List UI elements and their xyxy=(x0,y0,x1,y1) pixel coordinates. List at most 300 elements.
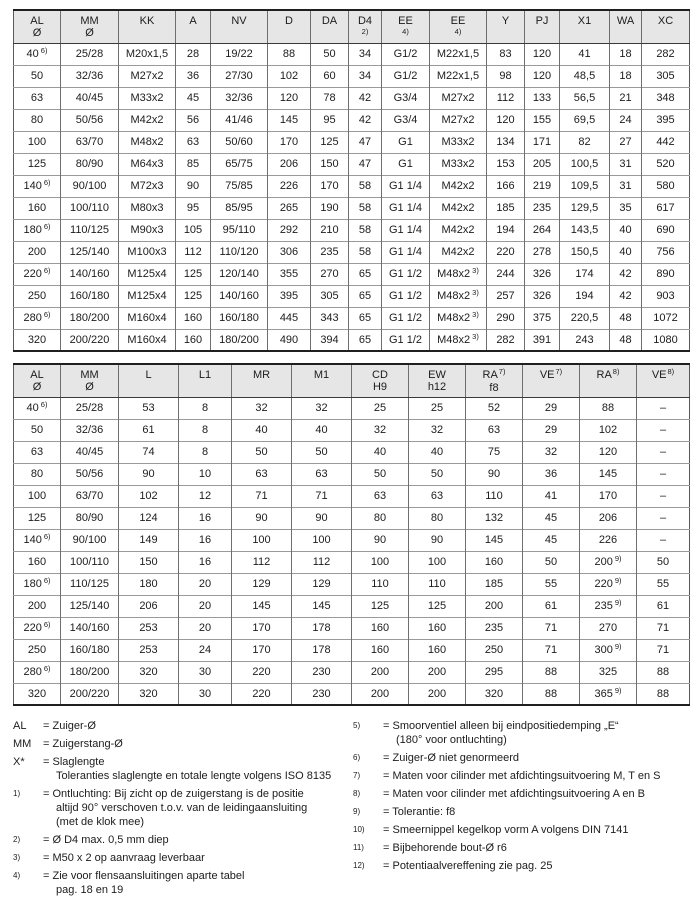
table-cell: 63 xyxy=(466,419,523,441)
table-cell: 305 xyxy=(311,285,349,307)
legend-line: (180° voor ontluchting) xyxy=(396,734,507,746)
table-cell: 125 xyxy=(14,153,61,175)
table-cell: M27x2 xyxy=(430,87,487,109)
table-cell: 42 xyxy=(349,87,382,109)
table-cell: 160 xyxy=(409,617,466,639)
table-cell: 24 xyxy=(179,639,232,661)
table-cell: 80 xyxy=(352,507,409,529)
legend-definition xyxy=(43,833,353,847)
table-cell: 50/60 xyxy=(211,131,268,153)
table-cell: 90 xyxy=(292,507,352,529)
table-cell: 100 xyxy=(292,529,352,551)
table-cell: 88 xyxy=(637,683,690,705)
legend-line: = Slaglengte xyxy=(43,756,105,768)
table-cell: 160/180 xyxy=(61,285,119,307)
legend-line: = Potentiaalvereffening zie pag. 25 xyxy=(383,860,553,872)
column-header-subline: 4) xyxy=(402,27,409,36)
table-cell: 55 xyxy=(637,573,690,595)
table-cell: 235 xyxy=(466,617,523,639)
table-cell: M22x1,5 xyxy=(430,65,487,87)
legend-item xyxy=(13,719,353,733)
column-header: L1 xyxy=(179,364,232,397)
table-cell: 36 xyxy=(176,65,211,87)
table-cell: M33x2 xyxy=(430,131,487,153)
table-cell: M27x2 xyxy=(119,65,176,87)
column-header: X1 xyxy=(560,10,610,43)
table-cell: 110 xyxy=(466,485,523,507)
table-cell: 29 xyxy=(523,397,580,419)
table-cell: 250 xyxy=(466,639,523,661)
table-cell: – xyxy=(637,463,690,485)
table-cell: M125x4 xyxy=(119,285,176,307)
table-cell: 83 xyxy=(487,43,525,65)
table-cell: 71 xyxy=(232,485,292,507)
table-cell: 325 xyxy=(580,661,637,683)
table-cell: 264 xyxy=(525,219,560,241)
table-cell: 48 xyxy=(610,307,642,329)
table-cell: 375 xyxy=(525,307,560,329)
table-row xyxy=(14,683,690,705)
legend-definition xyxy=(383,787,688,801)
table-cell: 170 xyxy=(232,617,292,639)
table-cell: 32/36 xyxy=(61,419,119,441)
table-cell: 109,5 xyxy=(560,175,610,197)
table-cell: M48x2 xyxy=(119,131,176,153)
table-cell: 200 xyxy=(352,661,409,683)
table-cell: 61 xyxy=(523,595,580,617)
table-cell: 180/200 xyxy=(61,661,119,683)
table-cell: 100 xyxy=(352,551,409,573)
table-cell: 71 xyxy=(523,617,580,639)
table-cell: 71 xyxy=(637,617,690,639)
table-cell: 903 xyxy=(642,285,690,307)
table-cell: 320 xyxy=(14,329,61,351)
column-header-subline: H9 xyxy=(372,381,388,393)
legend-item xyxy=(353,823,688,837)
table-cell: 63 xyxy=(14,441,61,463)
table-cell: 442 xyxy=(642,131,690,153)
table-cell: 102 xyxy=(268,65,311,87)
table-cell: 124 xyxy=(119,507,179,529)
column-header: M1 xyxy=(292,364,352,397)
table-row xyxy=(14,263,690,285)
table-row xyxy=(14,109,690,131)
table-cell: 100 xyxy=(14,485,61,507)
table-cell: 305 xyxy=(642,65,690,87)
table-cell: M90x3 xyxy=(119,219,176,241)
legend-term: 5) xyxy=(353,721,361,730)
table-cell: 25 xyxy=(409,397,466,419)
legend-item xyxy=(353,805,688,819)
table-row xyxy=(14,529,690,551)
table-cell: 18 xyxy=(610,65,642,87)
legend-item xyxy=(353,769,688,783)
table-cell: 1072 xyxy=(642,307,690,329)
legend-line: = M50 x 2 op aanvraag leverbaar xyxy=(43,852,205,864)
table-cell: 166 xyxy=(487,175,525,197)
table-cell: 29 xyxy=(523,419,580,441)
column-header: MM Ø xyxy=(61,364,119,397)
table-cell: 105 xyxy=(176,219,211,241)
table-cell: 100/110 xyxy=(61,551,119,573)
table-cell: M33x2 xyxy=(430,153,487,175)
table-cell: 490 xyxy=(268,329,311,351)
table-cell: 235 xyxy=(525,197,560,219)
table-row xyxy=(14,65,690,87)
table-cell: 42 xyxy=(349,109,382,131)
table-header xyxy=(14,10,690,43)
table-cell: 27/30 xyxy=(211,65,268,87)
legend-line: Toleranties slaglengte en totale lengte volgens ISO 8135 xyxy=(56,770,332,782)
table-cell: 50 xyxy=(311,43,349,65)
table-cell: 200 xyxy=(409,661,466,683)
table-cell: 180/200 xyxy=(61,307,119,329)
table-cell: 45 xyxy=(176,87,211,109)
table-cell: G1 1/2 xyxy=(382,285,430,307)
table-cell: 348 xyxy=(642,87,690,109)
table-cell: 90/100 xyxy=(61,175,119,197)
legend-line: = Maten voor cilinder met afdichtingsuitvoering A en B xyxy=(383,788,646,800)
legend-term: 3) xyxy=(13,853,21,862)
legend-term: 11) xyxy=(353,843,364,852)
table-cell: G1 1/4 xyxy=(382,175,430,197)
table-cell: M100x3 xyxy=(119,241,176,263)
table-cell: 41 xyxy=(523,485,580,507)
table-row xyxy=(14,219,690,241)
legend-term: 6) xyxy=(353,753,361,762)
table-cell: 257 xyxy=(487,285,525,307)
column-header: DA xyxy=(311,10,349,43)
table-cell: 125/140 xyxy=(61,241,119,263)
legend-term: 12) xyxy=(353,861,365,870)
table-cell: 174 xyxy=(560,263,610,285)
column-header-subline: Ø xyxy=(32,381,42,393)
table-cell: 90 xyxy=(409,529,466,551)
column-header: Y xyxy=(487,10,525,43)
table-cell: 200 $^{9)}$ xyxy=(580,551,637,573)
table-cell: 306 xyxy=(268,241,311,263)
table-cell: 63/70 xyxy=(61,131,119,153)
table-cell: 171 xyxy=(525,131,560,153)
table-cell: 40 xyxy=(292,419,352,441)
table-cell: 50 xyxy=(14,419,61,441)
table-cell: 320 xyxy=(119,683,179,705)
table-cell: 95 xyxy=(176,197,211,219)
table-cell: M22x1,5 xyxy=(430,43,487,65)
legend-line: = Maten voor cilinder met afdichtingsuitvoering M, T en S xyxy=(383,770,661,782)
table-cell: 220 $^{6)}$ xyxy=(14,617,61,639)
column-header: EE 4) xyxy=(382,10,430,43)
table-cell: 140/160 xyxy=(211,285,268,307)
table-cell: 300 $^{9)}$ xyxy=(580,639,637,661)
table-cell: 80 xyxy=(14,109,61,131)
table-cell: 235 xyxy=(311,241,349,263)
table-cell: 63 xyxy=(176,131,211,153)
table-cell: G1 1/4 xyxy=(382,197,430,219)
table-cell: 250 xyxy=(14,285,61,307)
table-cell: 756 xyxy=(642,241,690,263)
table-cell: 8 xyxy=(179,441,232,463)
legend-definition xyxy=(43,869,353,897)
table-cell: 205 xyxy=(525,153,560,175)
table-cell: 226 xyxy=(268,175,311,197)
legend-definition xyxy=(383,805,688,819)
table-cell: 65 xyxy=(349,263,382,285)
legend-line: = Ontluchting: Bij zicht op de zuigerstang is de positie xyxy=(43,788,304,800)
legend-item xyxy=(13,787,353,829)
table-cell: 140/160 xyxy=(61,263,119,285)
table-cell: 326 xyxy=(525,285,560,307)
table-cell: 220 $^{6)}$ xyxy=(14,263,61,285)
table-cell: 45 xyxy=(523,529,580,551)
table-cell: 61 xyxy=(119,419,179,441)
table-cell: 178 xyxy=(292,639,352,661)
table-cell: 170 xyxy=(268,131,311,153)
table-cell: 63/70 xyxy=(61,485,119,507)
table-cell: 50 xyxy=(14,65,61,87)
table-cell: M48x2 $^{3)}$ xyxy=(430,307,487,329)
table-cell: 220 xyxy=(487,241,525,263)
legend-column-right xyxy=(353,719,688,901)
table-cell: 41/46 xyxy=(211,109,268,131)
table-cell: M64x3 xyxy=(119,153,176,175)
table-cell: 35 xyxy=(610,197,642,219)
table-cell: 160 xyxy=(466,551,523,573)
table-cell: 63 xyxy=(409,485,466,507)
legend-definition xyxy=(43,851,353,865)
table-cell: 230 xyxy=(292,683,352,705)
table-cell: M125x4 xyxy=(119,263,176,285)
table-cell: 149 xyxy=(119,529,179,551)
table-cell: 326 xyxy=(525,263,560,285)
table-cell: 82 xyxy=(560,131,610,153)
table-row xyxy=(14,463,690,485)
table-cell: 40 xyxy=(409,441,466,463)
table-cell: 36 xyxy=(523,463,580,485)
table-row xyxy=(14,639,690,661)
table-cell: 78 xyxy=(311,87,349,109)
table-cell: 125 xyxy=(14,507,61,529)
column-header: XC xyxy=(642,10,690,43)
table-cell: M42x2 xyxy=(430,175,487,197)
table-cell: 253 xyxy=(119,617,179,639)
table-cell: 220 xyxy=(232,683,292,705)
table-cell: 180/200 xyxy=(211,329,268,351)
table-cell: 243 xyxy=(560,329,610,351)
table-cell: 143,5 xyxy=(560,219,610,241)
legend-definition xyxy=(43,737,353,751)
table-cell: 125 xyxy=(176,263,211,285)
table-cell: 75 xyxy=(466,441,523,463)
table-cell: M42x2 xyxy=(430,241,487,263)
table-cell: 253 xyxy=(119,639,179,661)
table-cell: 47 xyxy=(349,153,382,175)
table-row xyxy=(14,617,690,639)
table-cell: 190 xyxy=(311,197,349,219)
legend-term: AL xyxy=(13,720,27,732)
legend-line: = Zuiger-Ø niet genormeerd xyxy=(383,752,520,764)
table-cell: 58 xyxy=(349,197,382,219)
legend-definition xyxy=(383,859,688,873)
column-header: RA$^{8)}$ xyxy=(580,364,637,397)
table-cell: 52 xyxy=(466,397,523,419)
table-cell: 320 xyxy=(119,661,179,683)
table-row xyxy=(14,661,690,683)
legend-item xyxy=(353,751,688,765)
table-cell: 160/180 xyxy=(61,639,119,661)
table-cell: 30 xyxy=(179,683,232,705)
table-cell: 320 xyxy=(14,683,61,705)
table-cell: 280 $^{6)}$ xyxy=(14,307,61,329)
table-row xyxy=(14,507,690,529)
table-cell: 140/160 xyxy=(61,617,119,639)
table-cell: 40 xyxy=(610,241,642,263)
table-cell: M27x2 xyxy=(430,109,487,131)
column-header-subline: f8 xyxy=(489,382,499,394)
table-row xyxy=(14,175,690,197)
table-cell: 65 xyxy=(349,307,382,329)
table-cell: 200 xyxy=(14,595,61,617)
table-cell: – xyxy=(637,529,690,551)
column-header: VE$^{7)}$ xyxy=(523,364,580,397)
table-cell: 132 xyxy=(466,507,523,529)
column-header: AL Ø xyxy=(14,10,61,43)
table-row xyxy=(14,397,690,419)
table-cell: 200/220 xyxy=(61,329,119,351)
table-row xyxy=(14,329,690,351)
table-cell: 391 xyxy=(525,329,560,351)
table-cell: 250 xyxy=(14,639,61,661)
table-cell: 102 xyxy=(119,485,179,507)
table-cell: 160 xyxy=(176,307,211,329)
table-cell: 58 xyxy=(349,219,382,241)
table-cell: 230 xyxy=(292,661,352,683)
table-cell: 140 $^{6)}$ xyxy=(14,529,61,551)
table-cell: 120 xyxy=(525,43,560,65)
legend-term: 2) xyxy=(13,835,21,844)
table-cell: 48 xyxy=(610,329,642,351)
table-cell: 65 xyxy=(349,329,382,351)
table-cell: 244 xyxy=(487,263,525,285)
table-cell: 31 xyxy=(610,175,642,197)
table-cell: 8 xyxy=(179,419,232,441)
table-cell: 219 xyxy=(525,175,560,197)
legend-line: = Bijbehorende bout-Ø r6 xyxy=(383,842,507,854)
table-cell: 200/220 xyxy=(61,683,119,705)
table-cell: 112 xyxy=(292,551,352,573)
legend-term: 9) xyxy=(353,807,361,816)
table-cell: 145 xyxy=(466,529,523,551)
table-cell: 129 xyxy=(232,573,292,595)
table-row xyxy=(14,197,690,219)
table-cell: – xyxy=(637,397,690,419)
table-cell: 145 xyxy=(292,595,352,617)
legend-item xyxy=(353,859,688,873)
legend-item xyxy=(13,755,353,783)
column-header: EE 4) xyxy=(430,10,487,43)
column-header: L xyxy=(119,364,179,397)
table-row xyxy=(14,153,690,175)
table-cell: M48x2 $^{3)}$ xyxy=(430,329,487,351)
column-header: MR xyxy=(232,364,292,397)
table-row xyxy=(14,551,690,573)
table-cell: 40/45 xyxy=(61,441,119,463)
table-cell: 1080 xyxy=(642,329,690,351)
table-cell: 16 xyxy=(179,529,232,551)
table-cell: M48x2 $^{3)}$ xyxy=(430,263,487,285)
table-cell: 150 xyxy=(311,153,349,175)
table-cell: 210 xyxy=(311,219,349,241)
table-cell: 112 xyxy=(232,551,292,573)
table-cell: 100 xyxy=(409,551,466,573)
table-cell: 56,5 xyxy=(560,87,610,109)
table-cell: 355 xyxy=(268,263,311,285)
table-cell: G1 1/4 xyxy=(382,241,430,263)
table-cell: 129 xyxy=(292,573,352,595)
legend-item xyxy=(13,737,353,751)
table-cell: 90 xyxy=(119,463,179,485)
table-cell: 100 xyxy=(232,529,292,551)
table-cell: 74 xyxy=(119,441,179,463)
table-cell: 40 $^{6)}$ xyxy=(14,43,61,65)
table-cell: 160/180 xyxy=(211,307,268,329)
column-header: VE$^{8)}$ xyxy=(637,364,690,397)
table-cell: 394 xyxy=(311,329,349,351)
table-cell: 180 xyxy=(119,573,179,595)
legend-line: = Zie voor flensaansluitingen aparte tabel xyxy=(43,870,245,882)
table-cell: 65/75 xyxy=(211,153,268,175)
legend-definition xyxy=(383,823,688,837)
table-cell: 295 xyxy=(466,661,523,683)
legend-definition xyxy=(383,751,688,765)
table-cell: 58 xyxy=(349,175,382,197)
table-row xyxy=(14,87,690,109)
column-header: EW h12 xyxy=(409,364,466,397)
table-cell: 50/56 xyxy=(61,463,119,485)
table-row xyxy=(14,131,690,153)
table-cell: 8 xyxy=(179,397,232,419)
table-cell: 110 xyxy=(409,573,466,595)
table-cell: 42 xyxy=(610,285,642,307)
table-cell: 25/28 xyxy=(61,397,119,419)
legend-item xyxy=(13,833,353,847)
table-cell: 180 $^{6)}$ xyxy=(14,573,61,595)
table-cell: 617 xyxy=(642,197,690,219)
legend-term: 10) xyxy=(353,825,365,834)
table-cell: 120 xyxy=(268,87,311,109)
table-cell: 80/90 xyxy=(61,153,119,175)
table-cell: 80 xyxy=(409,507,466,529)
table-cell: 170 xyxy=(232,639,292,661)
column-header: WA xyxy=(610,10,642,43)
table-cell: 50 xyxy=(352,463,409,485)
table-cell: 125 xyxy=(409,595,466,617)
table-cell: 42 xyxy=(610,263,642,285)
table-row xyxy=(14,485,690,507)
table-cell: 45 xyxy=(523,507,580,529)
table-cell: 133 xyxy=(525,87,560,109)
table-cell: 71 xyxy=(637,639,690,661)
table-cell: 185 xyxy=(487,197,525,219)
table-row xyxy=(14,43,690,65)
table-cell: 20 xyxy=(179,573,232,595)
table-cell: 50 xyxy=(232,441,292,463)
table-cell: 80/90 xyxy=(61,507,119,529)
table-cell: 48,5 xyxy=(560,65,610,87)
table-body xyxy=(14,43,690,351)
table-cell: 170 xyxy=(580,485,637,507)
table-cell: 32/36 xyxy=(61,65,119,87)
